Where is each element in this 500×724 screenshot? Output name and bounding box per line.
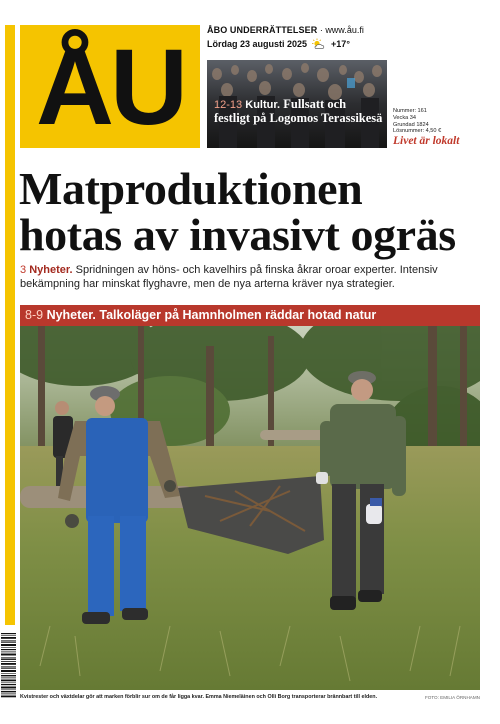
separator: · [317,25,326,35]
barcode [1,632,16,700]
logo[interactable] [20,25,200,148]
headline-line-2: hotas av invasivt ogräs [19,209,456,260]
secondary-section: Nyheter. [46,308,96,322]
issue-price: Lösnummer: 4,50 € [393,128,442,135]
main-photo[interactable] [20,326,480,690]
issue-number: Nummer: 161 [393,108,427,114]
photo-caption: Kvistrester och växtdelar gör att marken förblir sur om de får ligga kvar. Emma Niemeläinen och Olli Borg transporterar brännbart till elden. [20,694,378,700]
lede-page-number: 3 [20,264,27,276]
photo-scene [20,326,480,690]
brand-side-bar [5,25,15,625]
secondary-pages: 8-9 [25,308,44,322]
culture-teaser[interactable] [207,60,387,148]
secondary-story-band[interactable] [20,305,480,326]
temperature: +17° [331,39,350,49]
date-line [207,38,350,50]
website-link[interactable]: www.åu.fi [325,25,364,35]
issue-founded: Grundad 1824 [393,121,429,128]
logo-text: ÅU [36,26,184,147]
issue-info [393,108,441,135]
teaser-pages: 12-13 [214,99,243,111]
sun-cloud-icon [311,38,327,50]
lede-section: Nyheter. [29,264,73,276]
paper-name-line [207,25,364,36]
headline-line-1: Matproduktionen [19,163,363,214]
issue-week: Vecka 34 [393,114,417,121]
main-headline[interactable] [19,163,489,260]
lede [20,263,482,291]
paper-name: ÅBO UNDERRÄTTELSER [207,25,318,35]
secondary-headline: Talkoläger på Hamnholmen räddar hotad natur [99,308,377,322]
issue-date: Lördag 23 augusti 2025 [207,39,308,49]
slogan: Livet är lokalt [393,135,460,147]
teaser-headline: Fullsatt och festligt på Logomos Terassikesä [214,97,383,125]
lede-text: Spridningen av höns- och kavelhirs på finska åkrar oroar experter. Intensiv bekämpning har minskat flyghavre, men de nya arterna kräver nya strategier. [20,264,438,290]
photo-credit: FOTO: EMILIA ÖRNHAMN [424,695,480,700]
teaser-text [214,98,384,125]
teaser-section: Kultur. [245,99,281,111]
